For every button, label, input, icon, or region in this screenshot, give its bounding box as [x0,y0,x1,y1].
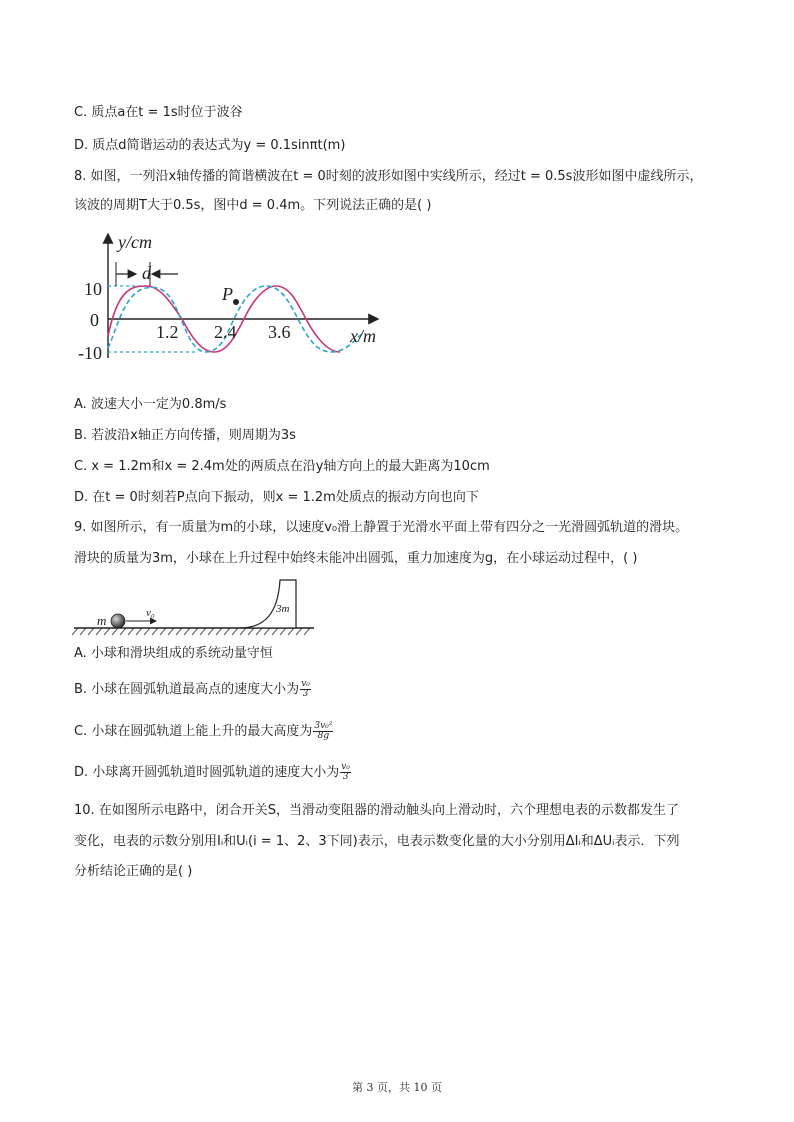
q9-stem-line1: 9. 如图所示，有一质量为m的小球，以速度v₀滑上静置于光滑水平面上带有四分之一光滑圆弧轨道的滑块。 [74,520,689,535]
x-axis-label: x/m [350,326,376,346]
q8-stem-line2: 该波的周期T大于0.5s，图中d = 0.4m。下列说法正确的是( ) [74,198,432,213]
point-p [233,299,239,305]
q8-option-c: C. x = 1.2m和x = 2.4m处的两质点在沿y轴方向上的最大距离为10cm [74,459,490,474]
q10-stem-line2: 变化，电表的示数分别用Iᵢ和Uᵢ(i = 1、2、3下同)表示，电表示数变化量的大小分别用ΔIᵢ和ΔUᵢ表示．下列 [74,834,680,849]
q9-stem-line2: 滑块的质量为3m，小球在上升过程中始终未能冲出圆弧，重力加速度为g，在小球运动过程中，( ) [74,551,638,566]
q9-option-c-fraction: $\frac{\text{3v₀²}}{8g}$ [314,721,333,741]
q9-option-d-fraction: $\frac{\text{v₀}}{3}$ [341,762,350,782]
page-footer: 第 3 页，共 10 页 [352,1081,442,1094]
d-label: d [142,263,151,283]
q9-option-d-text: D. 小球离开圆弧轨道时圆弧轨道的速度大小为 [74,765,340,780]
q9-option-b-text: B. 小球在圆弧轨道最高点的速度大小为 [74,682,300,697]
q10-stem-line1: 10. 在如图所示电路中，闭合开关S，当滑动变阻器的滑动触头向上滑动时，六个理想电表的示数都发生了 [74,803,680,818]
wave-graph [70,228,390,378]
x-tick-3-6: 3.6 [268,322,291,342]
velocity-label: v₀ [146,607,155,619]
q9-option-c [74,722,334,742]
q9-option-b-fraction: $\frac{\text{v₀}}{3}$ [301,679,310,699]
option-d-prev: D. 质点d简谐运动的表达式为y = 0.1sinπt(m) [74,138,346,153]
y-tick-10: 10 [84,279,102,299]
q8-option-b: B. 若波沿x轴正方向传播，则周期为3s [74,428,296,443]
option-c-prev: C. 质点a在t = 1s时位于波谷 [74,105,243,120]
y-axis-label: y/cm [118,232,152,252]
x-tick-1-2: 1.2 [156,322,179,342]
ball [111,614,125,628]
y-tick-0: 0 [90,310,99,330]
x-tick-2-4: 2.4 [214,322,237,342]
ball-mass-label: m [97,613,107,628]
q9-option-a: A. 小球和滑块组成的系统动量守恒 [74,646,273,661]
y-tick-neg10: -10 [78,343,102,363]
q9-option-d [74,763,352,783]
q8-stem-line1: 8. 如图，一列沿x轴传播的简谐横波在t = 0时刻的波形如图中实线所示，经过t = 0.5s波形如图中虚线所示， [74,169,703,184]
slider-block-figure [70,574,320,638]
q8-option-d: D. 在t = 0时刻若P点向下振动，则x = 1.2m处质点的振动方向也向下 [74,490,479,505]
q9-option-c-text: C. 小球在圆弧轨道上能上升的最大高度为 [74,724,313,739]
q9-option-b [74,680,312,700]
q8-option-a: A. 波速大小一定为0.8m/s [74,397,227,412]
block-mass-label: 3m [276,603,290,615]
q10-stem-line3: 分析结论正确的是( ) [74,864,193,879]
point-p-label: P [222,284,233,304]
ground-hatch [72,628,310,635]
